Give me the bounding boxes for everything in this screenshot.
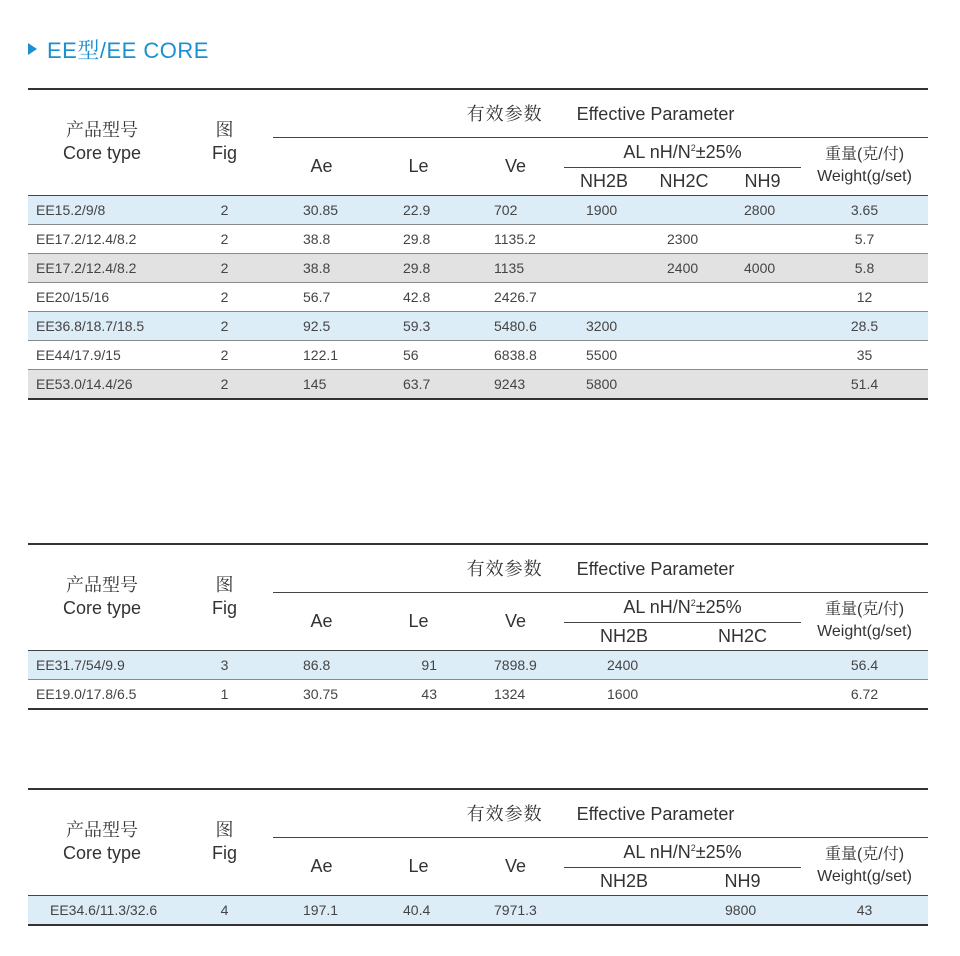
core-type-cell: EE17.2/12.4/8.2 bbox=[28, 224, 176, 253]
weight-cell: 35 bbox=[801, 340, 928, 369]
nh2c-cell bbox=[684, 650, 801, 679]
weight-cell: 5.7 bbox=[801, 224, 928, 253]
ae-header: Ae bbox=[273, 592, 370, 650]
material-nh2c-header: NH2C bbox=[684, 622, 801, 650]
weight-cell: 3.65 bbox=[801, 195, 928, 224]
nh9-cell: 2800 bbox=[724, 195, 801, 224]
nh2b-cell: 5800 bbox=[564, 369, 644, 399]
fig-header: 图 Fig bbox=[176, 544, 273, 650]
nh9-cell bbox=[724, 340, 801, 369]
nh2b-cell bbox=[564, 224, 644, 253]
table-row bbox=[28, 679, 928, 709]
ae-cell: 86.8 bbox=[273, 650, 370, 679]
fig-cell: 2 bbox=[176, 195, 273, 224]
fig-cell: 2 bbox=[176, 311, 273, 340]
table-row bbox=[28, 253, 928, 282]
core-type-cell: EE34.6/11.3/32.6 bbox=[28, 895, 176, 925]
nh2c-cell bbox=[644, 369, 724, 399]
ee-core-table-1 bbox=[28, 88, 928, 400]
effective-parameter-header: 有效参数 Effective Parameter bbox=[273, 544, 928, 592]
effective-parameter-header: 有效参数 Effective Parameter bbox=[273, 89, 928, 137]
weight-cell: 6.72 bbox=[801, 679, 928, 709]
table-row bbox=[28, 369, 928, 399]
ae-cell: 122.1 bbox=[273, 340, 370, 369]
nh2c-cell bbox=[684, 679, 801, 709]
fig-cell: 2 bbox=[176, 282, 273, 311]
ae-cell: 38.8 bbox=[273, 224, 370, 253]
le-cell: 91 bbox=[370, 650, 467, 679]
nh2b-cell: 1900 bbox=[564, 195, 644, 224]
al-header: AL $nH/N^2\pm 25\%$ bbox=[564, 837, 801, 867]
material-nh2b-header: NH2B bbox=[564, 622, 684, 650]
table-row bbox=[28, 340, 928, 369]
weight-header: 重量(克/付) Weight(g/set) bbox=[801, 137, 928, 195]
weight-cell: 56.4 bbox=[801, 650, 928, 679]
ve-cell: 702 bbox=[467, 195, 564, 224]
core-type-header: 产品型号 Core type bbox=[28, 544, 176, 650]
le-cell: 63.7 bbox=[370, 369, 467, 399]
nh2b-cell: 2400 bbox=[564, 650, 684, 679]
al-header: AL $nH/N^2\pm 25\%$ bbox=[564, 592, 801, 622]
table-row bbox=[28, 311, 928, 340]
fig-header: 图 Fig bbox=[176, 789, 273, 895]
fig-cell: 3 bbox=[176, 650, 273, 679]
nh2c-cell bbox=[644, 195, 724, 224]
page-title bbox=[28, 36, 209, 62]
ae-cell: 30.75 bbox=[273, 679, 370, 709]
weight-header: 重量(克/付) Weight(g/set) bbox=[801, 837, 928, 895]
core-type-cell: EE17.2/12.4/8.2 bbox=[28, 253, 176, 282]
weight-cell: 51.4 bbox=[801, 369, 928, 399]
al-header: AL $nH/N^2\pm 25\%$ bbox=[564, 137, 801, 167]
ae-header: Ae bbox=[273, 137, 370, 195]
fig-header: 图 Fig bbox=[176, 89, 273, 195]
fig-cell: 2 bbox=[176, 369, 273, 399]
fig-cell: 2 bbox=[176, 224, 273, 253]
ve-header: Ve bbox=[467, 837, 564, 895]
nh2c-cell bbox=[644, 282, 724, 311]
le-header: Le bbox=[370, 592, 467, 650]
ve-cell: 6838.8 bbox=[467, 340, 564, 369]
ve-cell: 7898.9 bbox=[467, 650, 564, 679]
core-type-header: 产品型号 Core type bbox=[28, 89, 176, 195]
ve-cell: 9243 bbox=[467, 369, 564, 399]
core-type-header: 产品型号 Core type bbox=[28, 789, 176, 895]
material-nh9-header: NH9 bbox=[684, 867, 801, 895]
weight-cell: 5.8 bbox=[801, 253, 928, 282]
le-cell: 29.8 bbox=[370, 224, 467, 253]
ae-cell: 197.1 bbox=[273, 895, 370, 925]
le-cell: 22.9 bbox=[370, 195, 467, 224]
nh2c-cell bbox=[644, 340, 724, 369]
effective-parameter-header: 有效参数 Effective Parameter bbox=[273, 789, 928, 837]
fig-cell: 2 bbox=[176, 253, 273, 282]
material-nh9-header: NH9 bbox=[724, 167, 801, 195]
weight-cell: 12 bbox=[801, 282, 928, 311]
nh2b-cell: 5500 bbox=[564, 340, 644, 369]
le-cell: 56 bbox=[370, 340, 467, 369]
ae-cell: 30.85 bbox=[273, 195, 370, 224]
ae-cell: 145 bbox=[273, 369, 370, 399]
weight-cell: 43 bbox=[801, 895, 928, 925]
ve-cell: 5480.6 bbox=[467, 311, 564, 340]
core-type-cell: EE36.8/18.7/18.5 bbox=[28, 311, 176, 340]
ve-cell: 1135.2 bbox=[467, 224, 564, 253]
ve-cell: 1324 bbox=[467, 679, 564, 709]
ae-cell: 38.8 bbox=[273, 253, 370, 282]
table-row bbox=[28, 282, 928, 311]
nh9-cell bbox=[724, 369, 801, 399]
ae-cell: 92.5 bbox=[273, 311, 370, 340]
nh9-cell bbox=[724, 224, 801, 253]
core-type-cell: EE19.0/17.8/6.5 bbox=[28, 679, 176, 709]
le-cell: 29.8 bbox=[370, 253, 467, 282]
nh2c-cell: 2300 bbox=[644, 224, 724, 253]
triangle-bullet-icon bbox=[28, 43, 37, 55]
material-nh2b-header: NH2B bbox=[564, 867, 684, 895]
table-row bbox=[28, 224, 928, 253]
ve-cell: 2426.7 bbox=[467, 282, 564, 311]
nh2b-cell: 1600 bbox=[564, 679, 684, 709]
le-header: Le bbox=[370, 837, 467, 895]
nh9-cell bbox=[724, 282, 801, 311]
fig-cell: 1 bbox=[176, 679, 273, 709]
nh2c-cell: 2400 bbox=[644, 253, 724, 282]
nh2b-cell bbox=[564, 253, 644, 282]
nh2b-cell bbox=[564, 895, 684, 925]
weight-header: 重量(克/付) Weight(g/set) bbox=[801, 592, 928, 650]
core-type-cell: EE20/15/16 bbox=[28, 282, 176, 311]
nh2b-cell: 3200 bbox=[564, 311, 644, 340]
core-type-cell: EE31.7/54/9.9 bbox=[28, 650, 176, 679]
le-cell: 43 bbox=[370, 679, 467, 709]
material-nh2b-header: NH2B bbox=[564, 167, 644, 195]
ve-header: Ve bbox=[467, 592, 564, 650]
nh2b-cell bbox=[564, 282, 644, 311]
le-header: Le bbox=[370, 137, 467, 195]
nh9-cell: 4000 bbox=[724, 253, 801, 282]
ve-header: Ve bbox=[467, 137, 564, 195]
le-cell: 40.4 bbox=[370, 895, 467, 925]
material-nh2c-header: NH2C bbox=[644, 167, 724, 195]
nh9-cell bbox=[724, 311, 801, 340]
fig-cell: 4 bbox=[176, 895, 273, 925]
weight-cell: 28.5 bbox=[801, 311, 928, 340]
core-type-cell: EE53.0/14.4/26 bbox=[28, 369, 176, 399]
le-cell: 42.8 bbox=[370, 282, 467, 311]
page-title-text: EE型/EE CORE bbox=[47, 37, 209, 63]
nh2c-cell bbox=[644, 311, 724, 340]
le-cell: 59.3 bbox=[370, 311, 467, 340]
ae-cell: 56.7 bbox=[273, 282, 370, 311]
ee-core-table-2 bbox=[28, 543, 928, 710]
table-row bbox=[28, 650, 928, 679]
ee-core-table-3 bbox=[28, 788, 928, 926]
core-type-cell: EE15.2/9/8 bbox=[28, 195, 176, 224]
fig-cell: 2 bbox=[176, 340, 273, 369]
nh9-cell: 9800 bbox=[684, 895, 801, 925]
ae-header: Ae bbox=[273, 837, 370, 895]
core-type-cell: EE44/17.9/15 bbox=[28, 340, 176, 369]
ve-cell: 1135 bbox=[467, 253, 564, 282]
ve-cell: 7971.3 bbox=[467, 895, 564, 925]
table-row bbox=[28, 195, 928, 224]
table-row bbox=[28, 895, 928, 925]
